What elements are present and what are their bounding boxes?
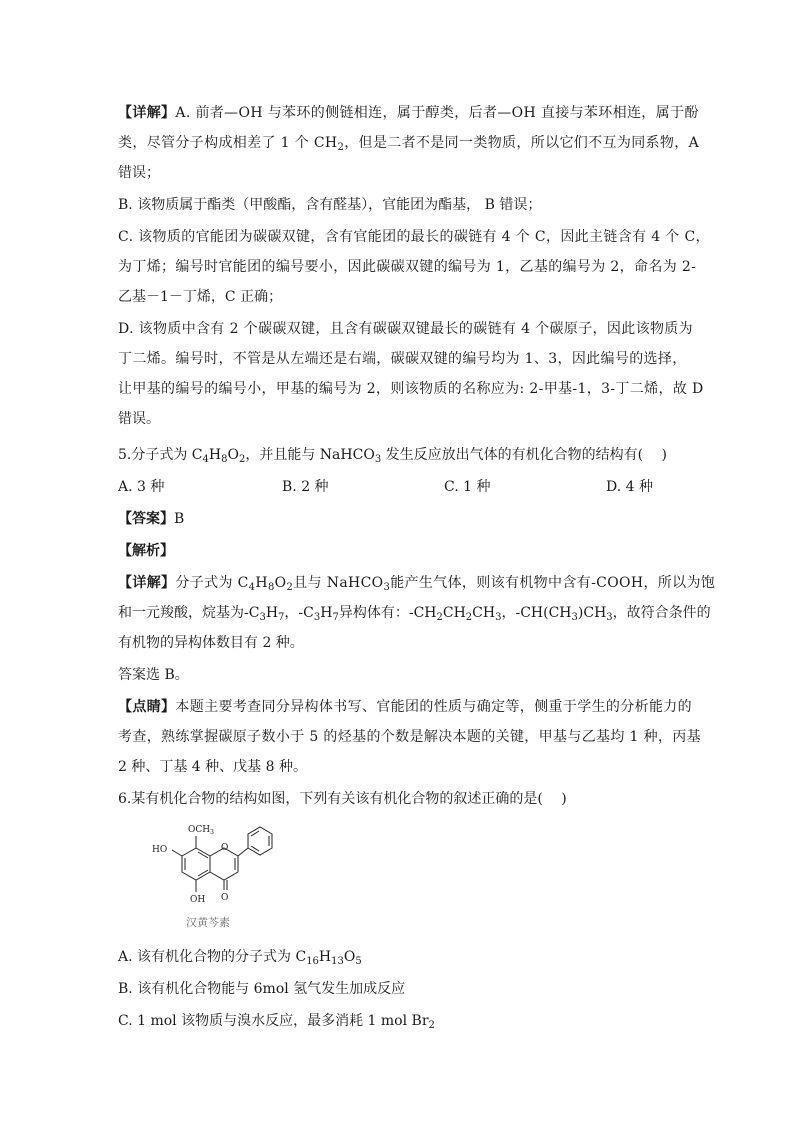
keto-oxygen-label: O	[221, 893, 229, 903]
text-span: A. 前者—OH 与苯环的侧链相连，属于醇类，后者—OH 直接与苯环相连，属于酚	[175, 105, 699, 121]
wogonin-structure-figure	[138, 818, 278, 936]
q5-analysis-heading: 【解析】	[118, 543, 174, 559]
q4-option-c-line-2: 为丁烯；编号时官能团的编号要小，因此碳碳双键的编号为 1，乙基的编号为 2，命名为 2-	[118, 259, 697, 275]
text-span: ，-CH(CH	[501, 605, 572, 621]
q5-detail-line-2	[118, 603, 711, 623]
text-span: CH	[472, 605, 496, 621]
text-span: H	[318, 949, 332, 965]
q6-stem: 6.某有机化合物的结构如图，下列有关该有机化合物的叙述正确的是( )	[118, 791, 567, 807]
q5-comment-line-3: 2 种、丁基 4 种、戊基 8 种。	[118, 759, 307, 775]
subscript: 16	[306, 956, 319, 967]
text-span: C. 1 mol 该物质与溴水反应，最多消耗 1 mol Br	[118, 1013, 429, 1029]
text-span: 能产生气体，则该有机物中含有-COOH，所以为饱	[390, 575, 716, 591]
q5-stem	[118, 445, 678, 465]
q5-answer	[118, 509, 678, 529]
text-span: 5.分子式为 C	[118, 447, 203, 463]
subscript: 2	[286, 582, 294, 593]
text-span: ，但是二者不是同一类物质，所以它们不互为同系物，A	[344, 135, 700, 151]
text-span: )CH	[577, 605, 607, 621]
subscript: 8	[221, 454, 228, 465]
text-span: H	[320, 605, 333, 621]
q4-detail-line-2	[118, 133, 700, 153]
q5-comment-line-2: 考查，熟练掌握碳原子数小于 5 的烃基的个数是解决本题的关键，甲基与乙基均 1 种，丙基	[118, 729, 702, 745]
q4-option-d-line-4: 错误。	[118, 411, 160, 427]
q4-detail-line-1	[118, 103, 699, 123]
text-span: 且与 NaHCO	[293, 575, 384, 591]
text-span: O	[343, 949, 356, 965]
text-span: CH	[442, 605, 466, 621]
subscript: 7	[332, 612, 339, 623]
text-span: O	[227, 447, 239, 463]
text-span: A. 该有机化合物的分子式为 C	[118, 949, 307, 965]
subscript: 3	[259, 612, 266, 623]
subscript: 7	[278, 612, 285, 623]
answer-value: B	[174, 511, 185, 527]
q6-option-b: B. 该有机化合物能与 6mol 氢气发生加成反应	[118, 981, 406, 997]
detail-tag: 【详解】	[118, 105, 176, 121]
subscript: 3	[313, 612, 321, 623]
oh-label: OH	[190, 895, 206, 905]
structure-labels	[152, 825, 228, 905]
q5-option-a: A. 3 种	[118, 479, 165, 495]
q4-option-b-explanation: B. 该物质属于酯类（甲酸酯，含有醛基），官能团为酯基， B 错误；	[118, 197, 542, 213]
q5-comment-line-1	[118, 697, 693, 717]
q4-option-c-line-3: 乙基－1－丁烯，C 正确；	[118, 289, 283, 305]
q4-option-d-line-2: 丁二烯。编号时，不管是从左端还是右端，碳碳双键的编号均为 1、3，因此编号的选择，	[118, 351, 687, 367]
structure-caption: 汉黄芩素	[186, 916, 230, 929]
subscript: 2	[436, 612, 443, 623]
text-span: 本题主要考查同分异构体书写、官能团的性质与确定等，侧重于学生的分析能力的	[175, 699, 693, 715]
subscript: 3	[383, 582, 391, 593]
q4-detail-line-3: 错误；	[118, 165, 160, 181]
ho-label: HO	[152, 845, 168, 855]
subscript: 3	[606, 612, 613, 623]
q5-option-c: C. 1 种	[444, 479, 491, 495]
text-span: H	[265, 605, 279, 621]
q5-conclusion: 答案选 B。	[118, 667, 189, 683]
q4-option-d-line-1: D. 该物质中含有 2 个碳碳双键，且含有碳碳双键最长的碳链有 4 个碳原子，因此该物质为	[118, 321, 693, 337]
subscript: 3	[495, 612, 502, 623]
och3-label: $OCH_3$	[188, 825, 214, 836]
text-span: 和一元羧酸，烷基为-C	[118, 605, 260, 621]
ring-oxygen-label: O	[221, 843, 229, 853]
q4-option-d-line-3: 让甲基的编号的编号小，甲基的编号为 2，则该物质的名称应为: 2-甲基-1，3-丁二烯，故 D	[118, 381, 704, 397]
q6-option-c	[118, 1011, 678, 1031]
subscript: 2	[465, 612, 473, 623]
detail-tag: 【详解】	[118, 575, 176, 591]
subscript: 13	[331, 956, 344, 967]
q5-detail-line-1	[118, 573, 716, 593]
structure-bonds	[172, 827, 272, 892]
text-span: H	[255, 575, 268, 591]
text-span: 分子式为 C	[175, 575, 249, 591]
q6-option-a	[118, 947, 678, 967]
subscript: 3	[571, 612, 578, 623]
text-span: 异构体有：-CH	[338, 605, 437, 621]
text-span: O	[274, 575, 287, 591]
subscript: 8	[267, 582, 275, 593]
q4-option-c-line-1: C. 该物质的官能团为碳碳双键，含有官能团的最长的碳链有 4 个 C，因此主链含有 4 个 C，	[118, 229, 710, 245]
text-span: 发生反应放出气体的有机化合物的结构有( )	[381, 447, 668, 463]
q5-option-b: B. 2 种	[282, 479, 329, 495]
text-span: ，-C	[284, 605, 314, 621]
subscript: 5	[355, 956, 362, 967]
text-span: ，故符合条件的	[612, 605, 711, 621]
comment-tag: 【点睛】	[118, 699, 176, 715]
q5-option-d: D. 4 种	[606, 479, 653, 495]
text-span: H	[208, 447, 222, 463]
subscript: 3	[374, 454, 382, 465]
subscript: 4	[248, 582, 256, 593]
subscript: 4	[202, 454, 209, 465]
text-span: ，并且能与 NaHCO	[245, 447, 375, 463]
subscript: 2	[428, 1020, 435, 1031]
text-span: 类，尽管分子构成相差了 1 个 CH	[118, 135, 338, 151]
answer-tag: 【答案】	[118, 511, 174, 527]
q5-detail-line-3: 有机物的异构体数目有 2 种。	[118, 635, 304, 651]
subscript: 2	[238, 454, 246, 465]
subscript: 2	[337, 142, 345, 153]
